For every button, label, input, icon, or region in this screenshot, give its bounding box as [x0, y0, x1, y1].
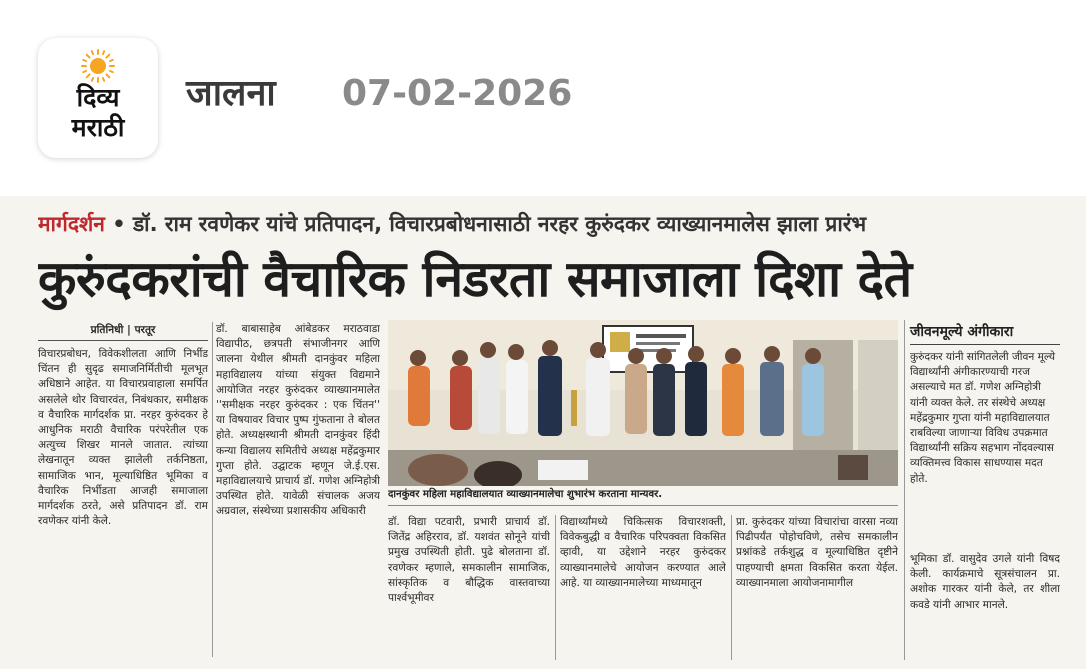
edition-city: जालना — [186, 73, 276, 114]
kicker-label: मार्गदर्शन — [38, 212, 105, 236]
divider — [38, 340, 208, 341]
kicker-text: • डॉ. राम रवणेकर यांचे प्रतिपादन, विचारप्रबोधनासाठी नरहर कुरुंदकर व्याख्यानमालेस झाला प्रारंभ — [112, 212, 867, 236]
logo-text-line1: दिव्य — [76, 83, 120, 112]
column-4: विद्यार्थ्यांमध्ये चिकित्सक विचारशक्ती, विवेकबुद्धी व वैचारिक परिपक्वता विकसित व्हावी, या उद्देशाने नरहर कुरुंदकर व्याख्यानमालेचे आयोजन करण्यात आले आहे. या व्याख्यानमालेच्या माध्यमातून — [560, 516, 726, 589]
divider — [388, 505, 898, 506]
column-divider — [904, 320, 905, 660]
column-divider — [212, 322, 213, 657]
column-5: प्रा. कुरुंदकर यांच्या विचारांचा वारसा नव्या पिढीपर्यंत पोहोचविणे, तसेच समकालीन प्रश्नांकडे तर्कशुद्ध व मूल्याधिष्ठित दृष्टीने पाहण्याची क्षमता विकसित करता येईल. व्याख्यानमाला आयोजनामागील — [736, 516, 898, 589]
column-1: विचारप्रबोधन, विवेकशीलता आणि निर्भीड चिंतन ही सुदृढ समाजनिर्मितीची मूलभूत अधिष्ठाने आहेत. या विचारप्रवाहाला समर्पित असलेले थोर विचारवंत, निबंधकार, समीक्षक व वैचारिक मार्गदर्शक प्रा. नरहर कुरुंदकर हे आधुनिक मराठी वैचारिक परंपरेतील एक अत्युच्च शिखर मानले जातात. त्यांच्या लेखनातून व्यक्त झालेली तर्कनिष्ठता, सामाजिक भान, मूल्याधिष्ठित भूमिका व वैचारिक निर्भीडता आजही समाजाला मार्गदर्शक ठरते, असे प्रतिपादन डॉ. राम रवणेकर यांनी केले. — [38, 348, 208, 528]
column-divider — [555, 515, 556, 660]
side-column-text-1: कुरुंदकर यांनी सांगितलेली जीवन मूल्ये विद्यार्थ्यांनी अंगीकारण्याची गरज असल्याचे मत डॉ. गणेश अग्निहोत्री यांनी व्यक्त केले. तर संस्थेचे अध्यक्ष महेंद्रकुमार गुप्ता यांनी महाविद्यालयात राबविल्या जाणाऱ्या विविध उपक्रमात विद्यार्थ्यांनी सक्रिय सहभाग नोंदवल्यास व्यक्तिमत्त्व विकास साधण्यास मदत होते. — [910, 351, 1056, 485]
column-2: डॉ. बाबासाहेब आंबेडकर मराठवाडा विद्यापीठ, छत्रपती संभाजीनगर आणि जालना येथील श्रीमती दानकुंवर महिला महाविद्यालय यांच्या संयुक्त विद्यमाने आयोजित नरहर कुरुंदकर व्याख्यानमालेत ''समीक्षक नरहर कुरुंदकर : एक चिंतन'' या विषयावर विचार पुष्प गुंफताना ते बोलत होते. अध्यक्षस्थानी श्रीमती दानकुंवर हिंदी कन्या विद्यालय समितीचे अध्यक्ष महेंद्रकुमार गुप्ता होते. उद्घाटक म्हणून जे.ई.एस. महाविद्यालयाचे प्राचार्य डॉ. गणेश अग्निहोत्री उपस्थित होते. यावेळी संचालक अजय अग्रवाल, संस्थेच्या प्रशासकीय अधिकारी — [216, 323, 380, 518]
sun-icon — [80, 48, 116, 84]
byline: प्रतिनिधी | परतूर — [90, 324, 156, 336]
side-column-text-2: भूमिका डॉ. वासुदेव उगले यांनी विषद केली. कार्यक्रमाचे सूत्रसंचालन प्रा. अशोक गारकर यांनी केले, तर शीला कवडे यांनी आभार मानले. — [910, 553, 1060, 611]
divya-marathi-logo[interactable] — [38, 38, 158, 158]
headline: कुरुंदकरांची वैचारिक निडरता समाजाला दिशा देते — [38, 250, 912, 308]
column-divider — [731, 515, 732, 660]
edition-date: 07-02-2026 — [342, 73, 573, 114]
kicker — [38, 207, 1058, 241]
logo-text-line2: मराठी — [71, 113, 125, 142]
side-heading: जीवनमूल्ये अंगीकारा — [910, 320, 1060, 345]
event-photo-illustration — [388, 320, 898, 486]
event-photo — [388, 320, 898, 486]
photo-caption: दानकुंवर महिला महाविद्यालयात व्याख्यानमालेचा शुभारंभ करताना मान्यवर. — [388, 489, 663, 500]
column-3: डॉ. विद्या पटवारी, प्रभारी प्राचार्य डॉ. जितेंद्र अहिरराव, डॉ. यशवंत सोनूने यांची प्रमुख उपस्थिती होती. पुढे बोलताना डॉ. रवणेकर म्हणाले, समकालीन सामाजिक, सांस्कृतिक व बौद्धिक वास्तवाच्या पार्श्वभूमीवर — [388, 516, 550, 605]
